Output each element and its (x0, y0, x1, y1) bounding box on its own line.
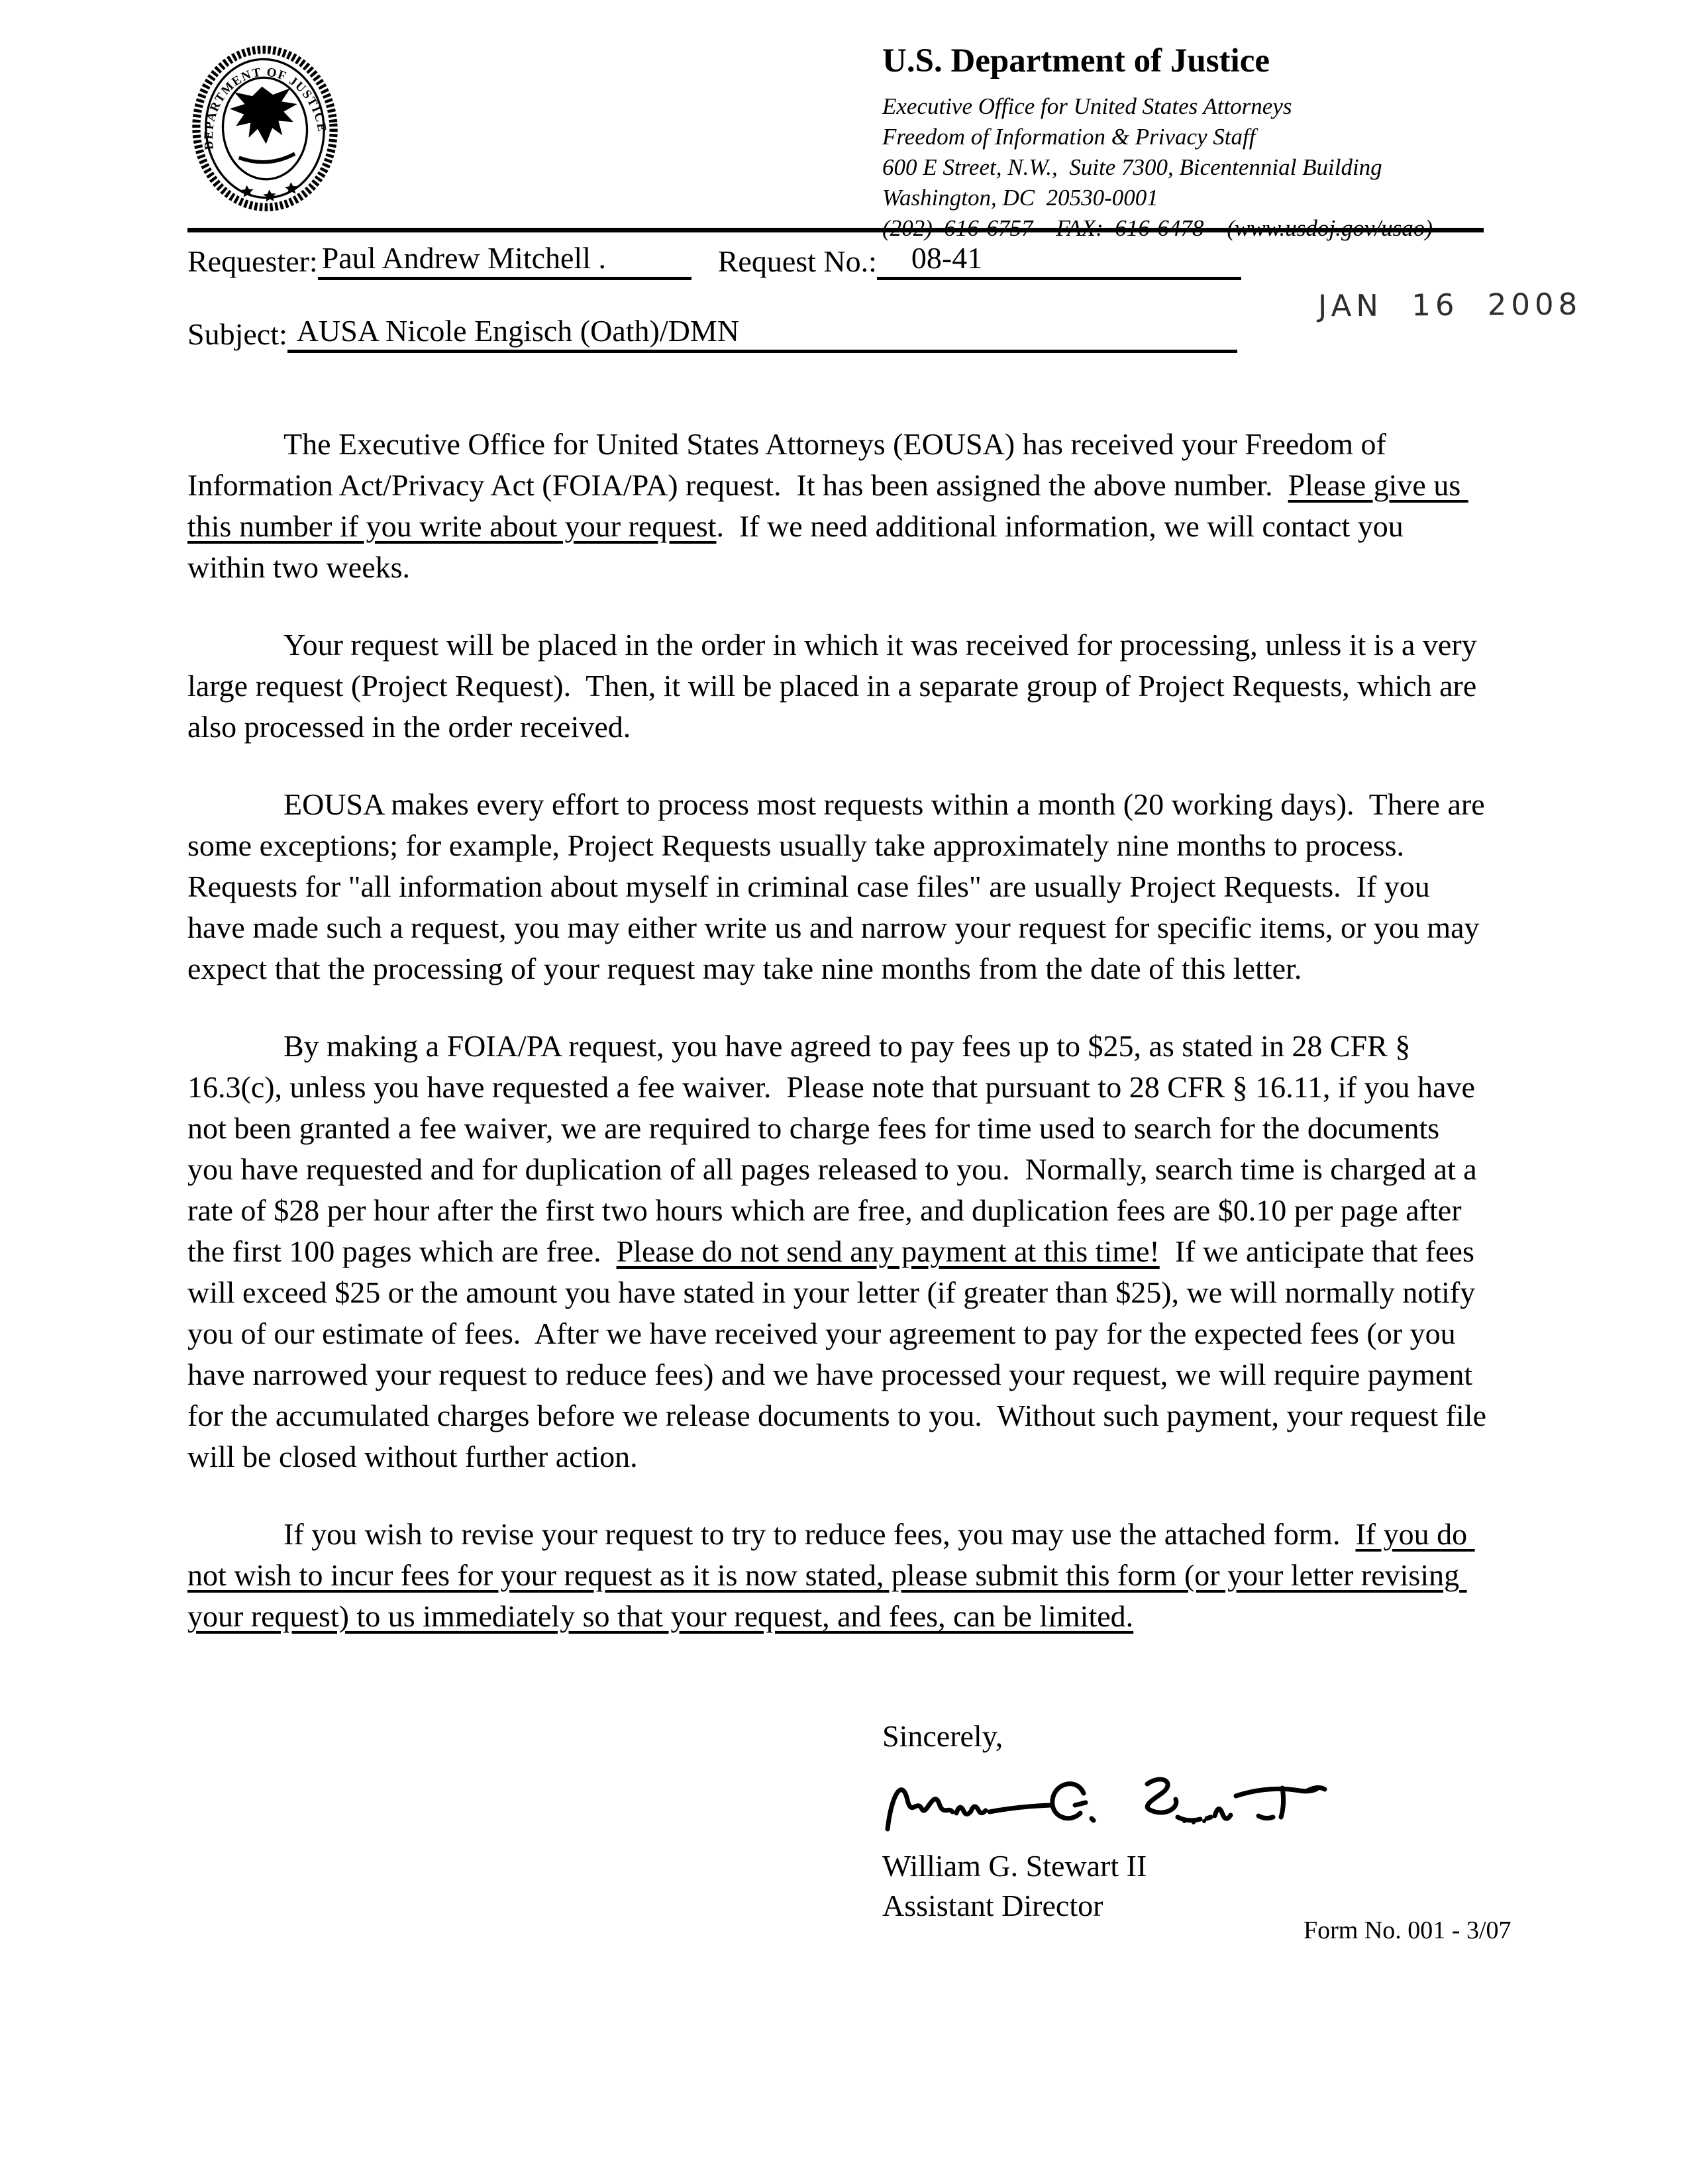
requester-value: Paul Andrew Mitchell . (318, 240, 691, 280)
paragraph (187, 1026, 1494, 1477)
text-run: . If we need additional information, we will contact you within two weeks. (187, 509, 1411, 584)
paragraph (187, 784, 1493, 989)
request-no-value: 08-41 (877, 240, 1241, 280)
letterhead-divider (187, 228, 1484, 232)
salutation: Sincerely, (882, 1719, 1003, 1753)
signature-icon (878, 1760, 1342, 1845)
seal-arc-text: DEPARTMENT OF JUSTICE (201, 65, 329, 151)
text-run: If we anticipate that fees will exceed $25 or the amount you have stated in your letter (if greater than $25), we will normally notify you of our estimate of fees. After we have received your agreement to pay for the expected fees (or you have narrowed your request to reduce fees) and we have processed your request, we will require payment for the accumulated charges before we release documents to you. Without such payment, your request file will be closed without further action. (187, 1234, 1494, 1473)
subject-row (187, 313, 1237, 353)
text-run: Your request will be placed in the order in which it was received for processing, unless it is a very large request (Project Request). Then, it will be placed in a separate group of Project Requests, which are also processed in the order received. (187, 628, 1485, 744)
signer-title: Assistant Director (882, 1889, 1103, 1922)
text-run: The Executive Office for United States Attorneys (EOUSA) has received your Freedom of Information Act/Privacy Act (FOIA/PA) request. It has been assigned the above number. (187, 427, 1394, 502)
closing-block (882, 1716, 1342, 1926)
requester-label: Requester: (187, 244, 318, 278)
subject-label: Subject: (187, 317, 287, 351)
underlined-text-run: If you do not wish to incur fees for your request as it is now stated, please submit this form (or your letter revising your request) to us immediately so that your request, and fees, can be limited. (187, 1517, 1475, 1633)
agency-title: U.S. Department of Justice (882, 42, 1270, 79)
signer-name: William G. Stewart II (882, 1849, 1147, 1883)
text-run: EOUSA makes every effort to process most requests within a month (20 working days). There are some exceptions; for example, Project Requests usually take approximately nine months to process. Requests for "all information about myself in criminal case files" are usually Project Requests. If you have made such a request, you may either write us and narrow your request for specific items, or you may expect that the processing of your request may take nine months from the date of this letter. (187, 787, 1493, 985)
letterhead-street-line: 600 E Street, N.W., Suite 7300, Bicentennial Building (882, 154, 1382, 180)
subject-value: AUSA Nicole Engisch (Oath)/DMN (287, 313, 1237, 353)
underlined-text-run: Please do not send any payment at this time! (616, 1234, 1160, 1268)
paragraph (187, 424, 1487, 588)
form-number: Form No. 001 - 3/07 (1304, 1916, 1511, 1944)
text-run: By making a FOIA/PA request, you have agreed to pay fees up to $25, as stated in 28 CFR § 16.3(c), unless you have requested a fee waiver. Please note that pursuant to 28 CFR § 16.11, if you have not been granted a fee waiver, we are required to charge fees for time used to search for the documents you have requested and for duplication of all pages released to you. Normally, search time is charged at a rate of $28 per hour after the first two hours which are free, and duplication fees are $0.10 per page after the first 100 pages which are free. (187, 1029, 1485, 1268)
letterhead (882, 42, 1545, 244)
date-received-stamp: JAN 16 2008 (1317, 286, 1582, 324)
reference-row (187, 240, 1241, 280)
request-no-label: Request No.: (717, 244, 877, 278)
paragraph (187, 1514, 1487, 1637)
letterhead-staff-line: Freedom of Information & Privacy Staff (882, 124, 1256, 150)
eagle-icon (228, 84, 299, 146)
text-run: If you wish to revise your request to try to reduce fees, you may use the attached form. (283, 1517, 1356, 1551)
doj-seal-icon (185, 38, 344, 218)
paragraph (187, 624, 1487, 748)
letterhead-office-line: Executive Office for United States Attorneys (882, 93, 1292, 119)
letter-body (187, 424, 1494, 1673)
underlined-text-run: Please give us this number if you write about your request (187, 468, 1468, 543)
letterhead-city-line: Washington, DC 20530-0001 (882, 185, 1158, 211)
letterhead-lines (882, 91, 1545, 244)
